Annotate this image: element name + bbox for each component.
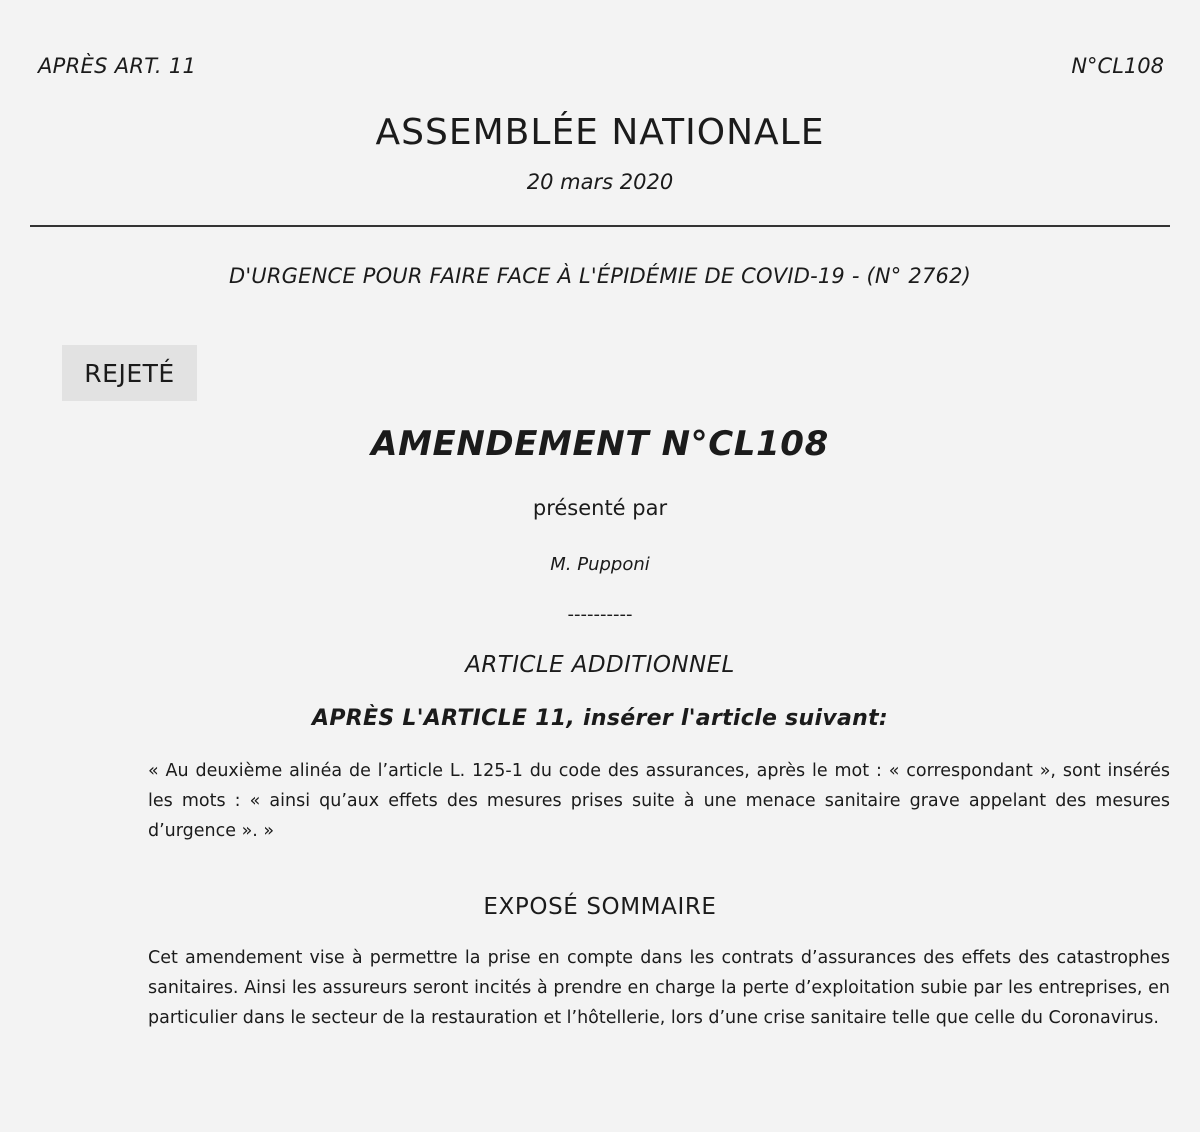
document-date: 20 mars 2020 [526,170,674,194]
presented-by-label: présenté par [532,496,668,520]
header-amendment-number: N°CL108 [1071,54,1164,78]
bill-subject: D'URGENCE POUR FAIRE FACE À L'ÉPIDÉMIE DE COVID-19 - (N° 2762) [228,264,972,288]
status-badge: REJETÉ [62,345,197,401]
expose-heading: EXPOSÉ SOMMAIRE [483,894,717,920]
header-divider [30,225,1170,227]
amendment-title: AMENDEMENT N°CL108 [371,424,829,464]
article-heading: ARTICLE ADDITIONNEL [465,652,735,678]
header-article-reference: APRÈS ART. 11 [38,54,197,78]
expose-text: Cet amendement vise à permettre la prise en compte dans les contrats d’assurances des effets des catastrophes sanitaires. Ainsi les assureurs seront incités à prendre en charge la perte d’exploitation subie par les entreprises, en particulier dans le secteur de la restauration et l’hôtellerie, lors d’une crise sanitaire telle que celle du Coronavirus. [148,948,1170,1028]
section-separator: ---------- [567,604,633,625]
amendment-author: M. Pupponi [550,554,650,575]
article-text: « Au deuxième alinéa de l’article L. 125-1 du code des assurances, après le mot : « correspondant », sont insérés les mots : « ainsi qu’aux effets des mesures prises suite à une menace sanitaire grave appelant des mesures d’urgence ». » [148,761,1170,841]
institution-title: ASSEMBLÉE NATIONALE [375,112,825,153]
article-instruction: APRÈS L'ARTICLE 11, insérer l'article suivant: [312,706,888,731]
